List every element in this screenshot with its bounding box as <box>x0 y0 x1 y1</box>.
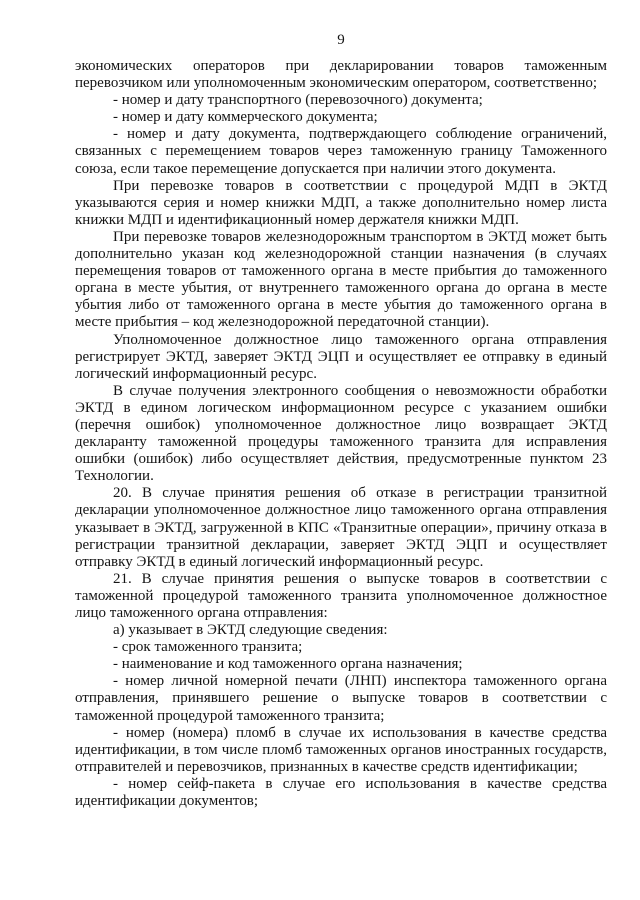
list-item-seals: - номер (номера) пломб в случае их использования в качестве средства идентификации, в том числе пломб таможенных органов иностранных государств, отправителей и перевозчиков, признанных в качестве средств идентификации; <box>75 724 607 775</box>
list-item-restrictions-document: - номер и дату документа, подтверждающего соблюдение ограничений, связанных с перемещением товаров через таможенную границу Таможенного союза, если такое перемещение допускается при наличии этого документа. <box>75 126 607 177</box>
list-item-commercial-document: - номер и дату коммерческого документа; <box>113 109 378 126</box>
list-item-personal-seal: - номер личной номерной печати (ЛНП) инспектора таможенного органа отправления, принявшего решение о выпуске товаров в соответствии с таможенной процедурой таможенного транзита; <box>75 673 607 724</box>
list-item-transport-document: - номер и дату транспортного (перевозочного) документа; <box>113 92 483 109</box>
clause-21: 21. В случае принятия решения о выпуске товаров в соответствии с таможенной процедурой таможенного транзита уполномоченное должностное лицо таможенного органа отправления: <box>75 570 607 621</box>
page-number: 9 <box>337 32 345 48</box>
list-item-transit-period: - срок таможенного транзита; <box>113 639 303 656</box>
clause-20: 20. В случае принятия решения об отказе в регистрации транзитной декларации уполномоченное должностное лицо таможенного органа отправления указывает в ЭКТД, загруженной в КПС «Транзитные операции», причину отказа в регистрации транзитной декларации, заверяет ЭКТД ЭЦП и осуществляет отправку ЭКТД в единый логический информационный ресурс. <box>75 485 607 570</box>
subclause-a: а) указывает в ЭКТД следующие сведения: <box>113 622 388 639</box>
paragraph-continuation: экономических операторов при декларировании товаров таможенным перевозчиком или уполномоченным экономическим оператором, соответственно; <box>75 58 607 92</box>
paragraph-railway-transport: При перевозке товаров железнодорожным транспортом в ЭКТД может быть дополнительно указан код железнодорожной станции назначения (в случаях перемещения товаров от таможенного органа в месте прибытия до таможенного органа в месте убытия, от внутреннего таможенного органа до органа в месте убытия либо от таможенного органа в месте убытия до таможенного органа в месте прибытия – код железнодорожной передаточной станции). <box>75 228 607 331</box>
list-item-safe-bag: - номер сейф-пакета в случае его использования в качестве средства идентификации документов; <box>75 775 607 810</box>
document-body <box>75 58 607 810</box>
paragraph-processing-error: В случае получения электронного сообщения о невозможности обработки ЭКТД в едином логическом информационном ресурсе с указанием ошибки (перечня ошибок) уполномоченное должностное лицо возвращает ЭКТД декларанту таможенной процедуры таможенного транзита для исправления ошибки (ошибок) либо осуществляет действия, предусмотренные пунктом 23 Технологии. <box>75 382 607 485</box>
list-item-destination-office: - наименование и код таможенного органа назначения; <box>113 656 463 673</box>
paragraph-registration: Уполномоченное должностное лицо таможенного органа отправления регистрирует ЭКТД, заверяет ЭКТД ЭЦП и осуществляет ее отправку в единый логический информационный ресурс. <box>75 331 607 382</box>
paragraph-tir-procedure: При перевозке товаров в соответствии с процедурой МДП в ЭКТД указываются серия и номер книжки МДП, а также дополнительно номер листа книжки МДП и идентификационный номер держателя книжки МДП. <box>75 177 607 228</box>
